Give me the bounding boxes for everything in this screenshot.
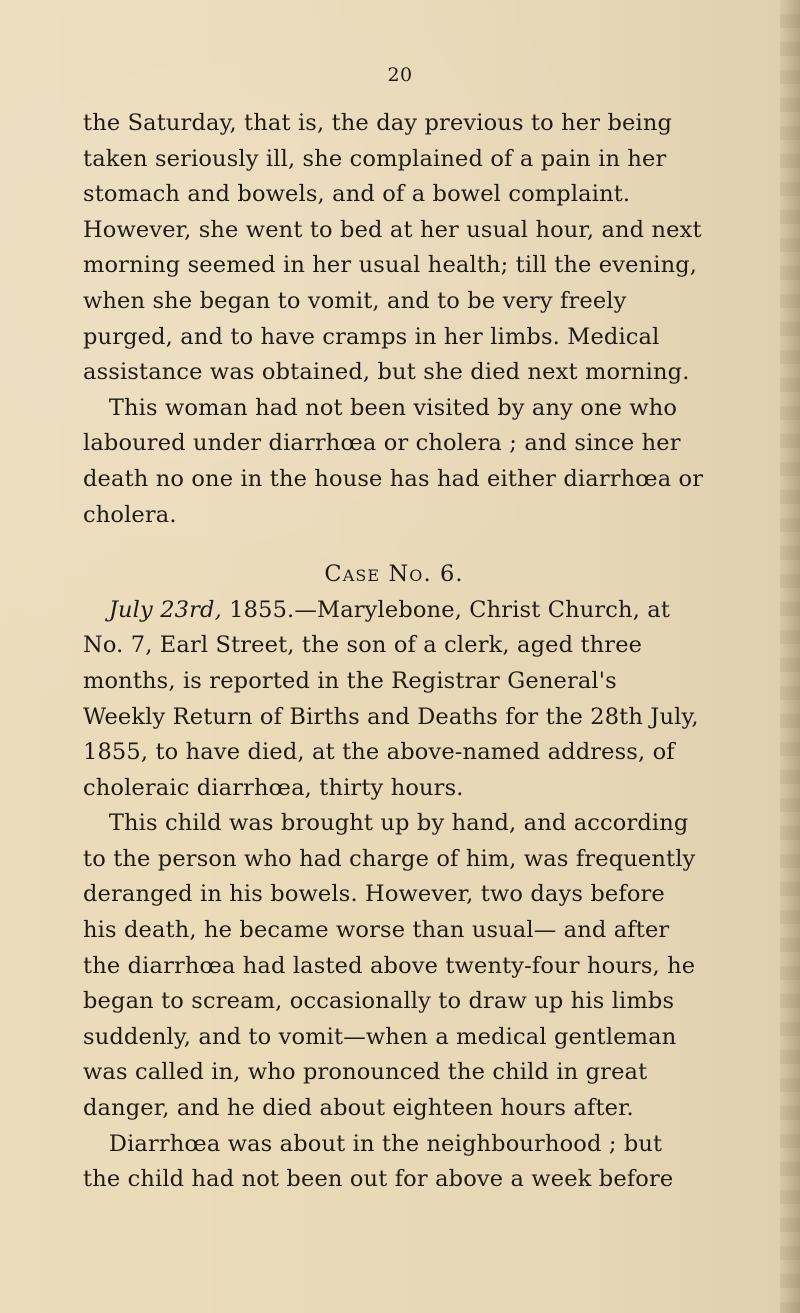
paragraph-woman-not-visited: This woman had not been visited by any one who laboured under diarrhœa or cholera ; and since her death no one in the house has had either diarrhœa or cholera. bbox=[83, 394, 704, 528]
paragraph-neighbourhood: Diarrhœa was about in the neighbourhood ; but the child had not been out for above a week before bbox=[83, 1130, 674, 1193]
paragraph-case-details bbox=[83, 593, 705, 807]
paragraph-child-history: This child was brought up by hand, and according to the person who had charge of him, was frequently deranged in his bowels. However, two days before his death, he became worse than usual— and after the diarrhœa had lasted above twenty-four hours, he began to scream, occasionally to draw up his limbs suddenly, and to vomit—when a medical gentleman was called in, who pronounced the child in great danger, and he died about eighteen hours after. bbox=[83, 810, 696, 1122]
page-number: 20 bbox=[387, 64, 413, 86]
page-edge-shadow bbox=[780, 0, 800, 1313]
case-details-text: 1855.—Marylebone, Christ Church, at No. 7, Earl Street, the son of a clerk, aged three months, is reported in the Registrar General's Weekly Return of Births and Deaths for the 28th July, 1855, to have died, at the above-named address, of choleraic diarrhœa, thirty hours. bbox=[83, 596, 699, 801]
paragraph-continuation: the Saturday, that is, the day previous to her being taken seriously ill, she complained of a pain in her stomach and bowels, and of a bowel complaint. However, she went to bed at her usual hour, and next morning seemed in her usual health; till the evening, when she began to vomit, and to be very freely purged, and to have cramps in her limbs. Medical assistance was obtained, but she died next morning. bbox=[83, 110, 702, 386]
case-date: July 23rd, bbox=[108, 596, 222, 623]
case-heading: Case No. 6. bbox=[324, 561, 464, 588]
page-text bbox=[83, 70, 705, 1198]
